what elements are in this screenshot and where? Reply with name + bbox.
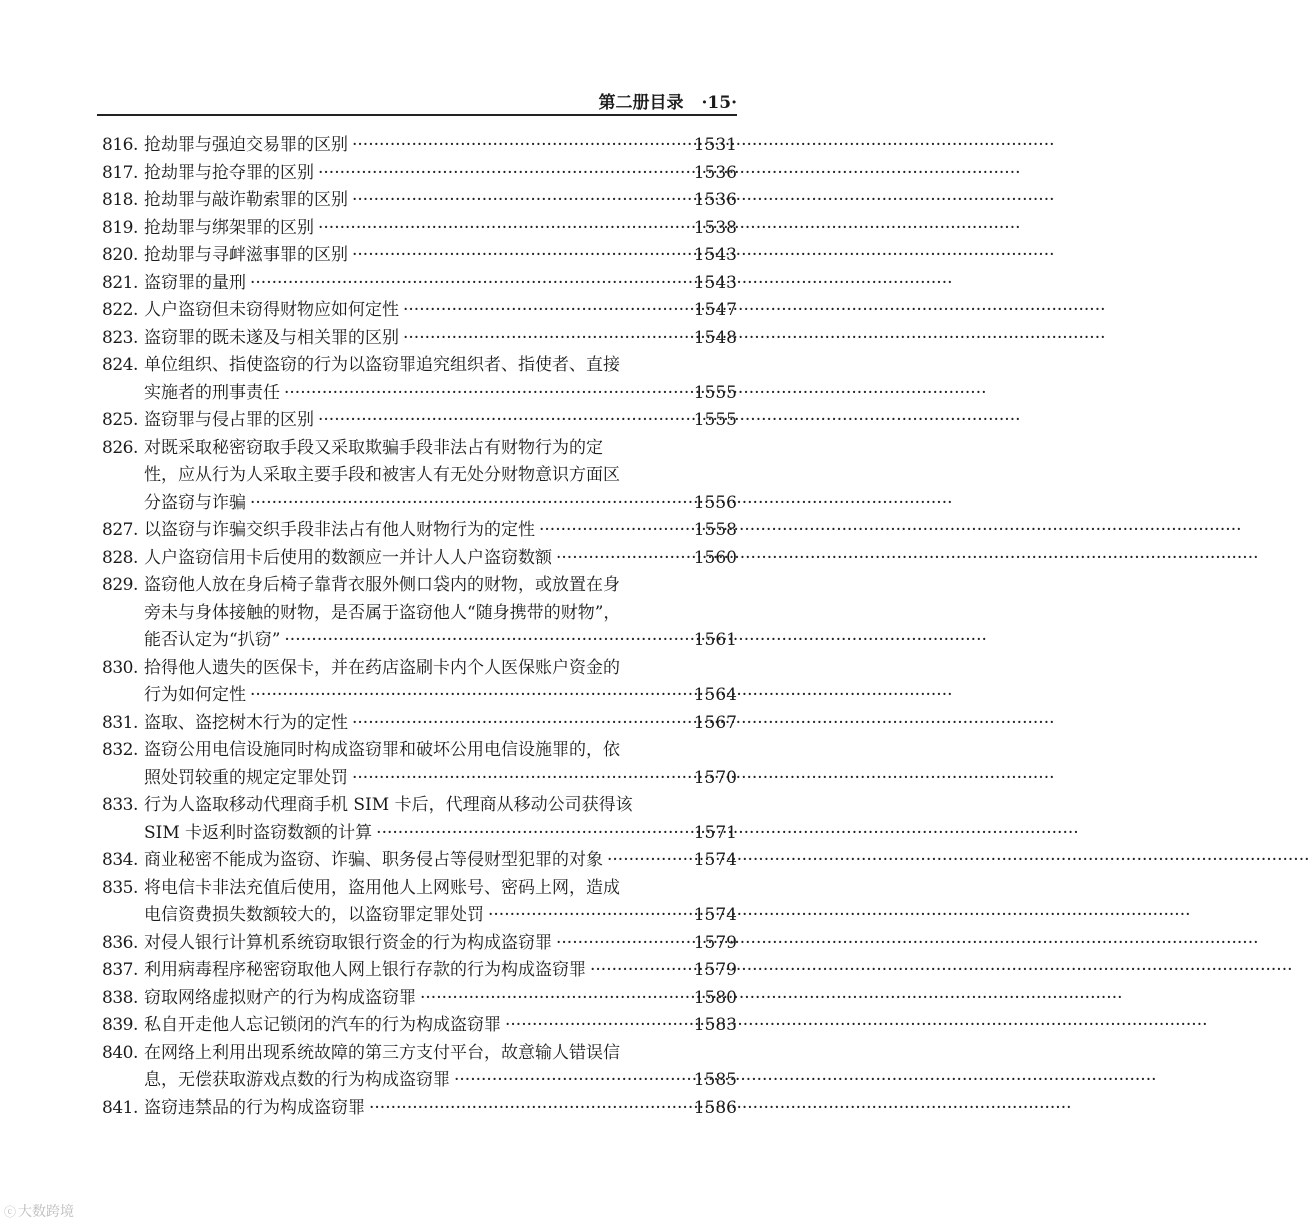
entry-page-number: 1567: [693, 712, 737, 733]
logo-icon: ⓒ: [4, 1205, 17, 1219]
entry-title: 在网络上利用出现系统故障的第三方支付平台，故意输人错误信: [144, 1042, 620, 1063]
entry-title: 商业秘密不能成为盗窃、诈骗、职务侵占等侵财型犯罪的对象: [144, 850, 603, 870]
toc-entry[interactable]: [102, 737, 737, 792]
entry-page-number: 1586: [693, 1097, 737, 1118]
entry-title: 行为如何定性: [144, 685, 246, 705]
dot-leader: [590, 957, 689, 985]
entry-title: 行为人盗取移动代理商手机 SIM 卡后，代理商从移动公司获得该: [144, 795, 633, 815]
entry-page-number: 1574: [693, 905, 737, 925]
dot-leader: [318, 215, 689, 243]
dot-leader: [556, 930, 689, 958]
toc-entry[interactable]: [102, 957, 737, 985]
entry-title: 能否认定为“扒窃”: [144, 630, 281, 650]
toc-entry[interactable]: [102, 270, 737, 298]
entry-title: 照处罚较重的规定定罪处罚: [144, 767, 348, 788]
toc-entry[interactable]: [102, 297, 737, 325]
entry-number: 828.: [102, 547, 138, 568]
toc-entry[interactable]: [102, 215, 737, 243]
entry-number: 827.: [102, 520, 138, 540]
toc-entry[interactable]: [102, 985, 737, 1013]
running-header: [102, 88, 737, 112]
entry-number: 819.: [102, 217, 138, 238]
entry-title: 抢劫罪与强迫交易罪的区别: [144, 135, 348, 155]
entry-title: 抢劫罪与绑架罪的区别: [144, 217, 314, 238]
entry-page-number: 1570: [693, 767, 737, 788]
entry-title: 实施者的刑事责任: [144, 382, 280, 403]
entry-number: 841.: [102, 1097, 138, 1118]
entry-number: 822.: [102, 300, 138, 320]
entry-number: 816.: [102, 135, 138, 155]
entry-title: 电信资费损失数额较大的，以盗窃罪定罪处罚: [144, 905, 484, 925]
entry-number: 830.: [102, 657, 138, 678]
entry-page-number: 1547: [693, 300, 737, 320]
toc-entry[interactable]: [102, 407, 737, 435]
entry-page-number: 1555: [693, 382, 737, 403]
entry-number: 833.: [102, 795, 138, 815]
entry-page-number: 1543: [693, 272, 737, 293]
entry-title: 盗窃罪与侵占罪的区别: [144, 410, 314, 430]
dot-leader: [250, 270, 689, 298]
entry-title: 盗窃公用电信设施同时构成盗窃罪和破坏公用电信设施罪的，依: [144, 740, 620, 760]
entry-title: 分盗窃与诈骗: [144, 492, 246, 513]
toc-entry[interactable]: [102, 545, 737, 573]
entry-number: 826.: [102, 437, 138, 458]
toc-entry[interactable]: [102, 517, 737, 545]
dot-leader: [403, 297, 689, 325]
entry-number: 820.: [102, 245, 138, 265]
entry-number: 837.: [102, 960, 138, 980]
entry-page-number: 1561: [693, 630, 737, 650]
dot-leader: [352, 765, 689, 793]
entry-title: 盗窃罪的既未遂及与相关罪的区别: [144, 327, 399, 348]
entry-title: 盗窃他人放在身后椅子靠背衣服外侧口袋内的财物，或放置在身: [144, 575, 620, 595]
toc-entry[interactable]: [102, 187, 737, 215]
dot-leader: [539, 517, 689, 545]
entry-page-number: 1531: [693, 135, 737, 155]
toc-entry[interactable]: [102, 710, 737, 738]
entry-page-number: 1555: [693, 410, 737, 430]
entry-title: 盗窃违禁品的行为构成盗窃罪: [144, 1097, 365, 1118]
entry-number: 817.: [102, 162, 138, 183]
dot-leader: [488, 902, 689, 930]
entry-title: 人户盗窃但未窃得财物应如何定性: [144, 300, 399, 320]
entry-page-number: 1579: [693, 932, 737, 953]
dot-leader: [607, 847, 689, 875]
entry-title: 私自开走他人忘记锁闭的汽车的行为构成盗窃罪: [144, 1015, 501, 1035]
watermark: [4, 1201, 74, 1221]
dot-leader: [369, 1095, 689, 1123]
toc-entry[interactable]: [102, 655, 737, 710]
entry-title: 拾得他人遗失的医保卡，并在药店盗刷卡内个人医保账户资金的: [144, 657, 620, 678]
dot-leader: [352, 187, 689, 215]
entry-title: 人户盗窃信用卡后使用的数额应一并计人人户盗窃数额: [144, 547, 552, 568]
toc-entry[interactable]: [102, 1012, 737, 1040]
entry-page-number: 1580: [693, 987, 737, 1008]
dot-leader: [318, 407, 689, 435]
entry-title: 利用病毒程序秘密窃取他人网上银行存款的行为构成盗窃罪: [144, 960, 586, 980]
entry-title: 息，无偿获取游戏点数的行为构成盗窃罪: [144, 1070, 450, 1090]
entry-title: 对既采取秘密窃取手段又采取欺骗手段非法占有财物行为的定: [144, 437, 603, 458]
entry-title: 对侵人银行计算机系统窃取银行资金的行为构成盗窃罪: [144, 932, 552, 953]
entry-number: 832.: [102, 740, 138, 760]
entry-title: 窃取网络虚拟财产的行为构成盗窃罪: [144, 987, 416, 1008]
entry-number: 840.: [102, 1042, 138, 1063]
toc-entry[interactable]: [102, 1095, 737, 1123]
entry-number: 835.: [102, 877, 138, 898]
entry-page-number: 1536: [693, 162, 737, 183]
dot-leader: [420, 985, 689, 1013]
entry-number: 831.: [102, 712, 138, 733]
dot-leader: [352, 710, 689, 738]
header-title: 第二册目录: [598, 93, 684, 113]
entry-title: 盗窃罪的量刑: [144, 272, 246, 293]
watermark-text: 大数跨境: [18, 1204, 75, 1220]
entry-page-number: 1548: [693, 327, 737, 348]
entry-number: 838.: [102, 987, 138, 1008]
toc-entry[interactable]: [102, 1040, 737, 1095]
entry-title: 旁未与身体接触的财物，是否属于盗窃他人“随身携带的财物”，: [144, 602, 621, 623]
entry-number: 823.: [102, 327, 138, 348]
dot-leader: [454, 1067, 689, 1095]
entry-page-number: 1543: [693, 245, 737, 265]
entry-title: 抢劫罪与寻衅滋事罪的区别: [144, 245, 348, 265]
toc-entry[interactable]: [102, 792, 737, 847]
dot-leader: [250, 682, 689, 710]
toc-entry[interactable]: [102, 352, 737, 407]
dot-leader: [284, 627, 689, 655]
entry-title: SIM 卡返利时盗窃数额的计算: [144, 822, 373, 843]
dot-leader: [403, 325, 689, 353]
entry-number: 834.: [102, 850, 138, 870]
toc-entry[interactable]: [102, 325, 737, 353]
entry-title: 以盗窃与诈骗交织手段非法占有他人财物行为的定性: [144, 520, 535, 540]
entry-page-number: 1579: [693, 960, 737, 980]
entry-title: 盗取、盗挖树木行为的定性: [144, 712, 348, 733]
entry-number: 829.: [102, 575, 138, 595]
entry-page-number: 1574: [693, 850, 737, 870]
entry-page-number: 1585: [693, 1070, 737, 1090]
table-of-contents: [102, 132, 737, 1122]
toc-entry[interactable]: [102, 572, 737, 655]
dot-leader: [556, 545, 689, 573]
entry-number: 825.: [102, 410, 138, 430]
toc-entry[interactable]: [102, 132, 737, 160]
entry-page-number: 1571: [693, 822, 737, 843]
entry-page-number: 1538: [693, 217, 737, 238]
entry-page-number: 1564: [693, 685, 737, 705]
dot-leader: [376, 820, 689, 848]
entry-number: 836.: [102, 932, 138, 953]
entry-number: 818.: [102, 190, 138, 210]
entry-page-number: 1558: [693, 520, 737, 540]
entry-page-number: 1560: [693, 547, 737, 568]
entry-page-number: 1536: [693, 190, 737, 210]
dot-leader: [318, 160, 689, 188]
dot-leader: [250, 490, 689, 518]
toc-entry[interactable]: [102, 875, 737, 930]
entry-title: 抢劫罪与抢夺罪的区别: [144, 162, 314, 183]
entry-number: 824.: [102, 355, 138, 375]
entry-number: 839.: [102, 1015, 138, 1035]
toc-entry[interactable]: [102, 847, 737, 875]
entry-title: 将电信卡非法充值后使用，盗用他人上网账号、密码上网，造成: [144, 877, 620, 898]
dot-leader: [505, 1012, 689, 1040]
header-rule: [97, 114, 737, 116]
entry-number: 821.: [102, 272, 138, 293]
entry-page-number: 1556: [693, 492, 737, 513]
header-page-number: ·15·: [701, 93, 737, 113]
entry-title: 抢劫罪与敲诈勒索罪的区别: [144, 190, 348, 210]
dot-leader: [284, 380, 689, 408]
dot-leader: [352, 132, 689, 160]
entry-page-number: 1583: [693, 1015, 737, 1035]
toc-entry[interactable]: [102, 242, 737, 270]
toc-entry[interactable]: [102, 160, 737, 188]
toc-entry[interactable]: [102, 435, 737, 518]
entry-title: 性，应从行为人采取主要手段和被害人有无处分财物意识方面区: [144, 465, 620, 485]
toc-entry[interactable]: [102, 930, 737, 958]
dot-leader: [352, 242, 689, 270]
entry-title: 单位组织、指使盗窃的行为以盗窃罪追究组织者、指使者、直接: [144, 355, 620, 375]
